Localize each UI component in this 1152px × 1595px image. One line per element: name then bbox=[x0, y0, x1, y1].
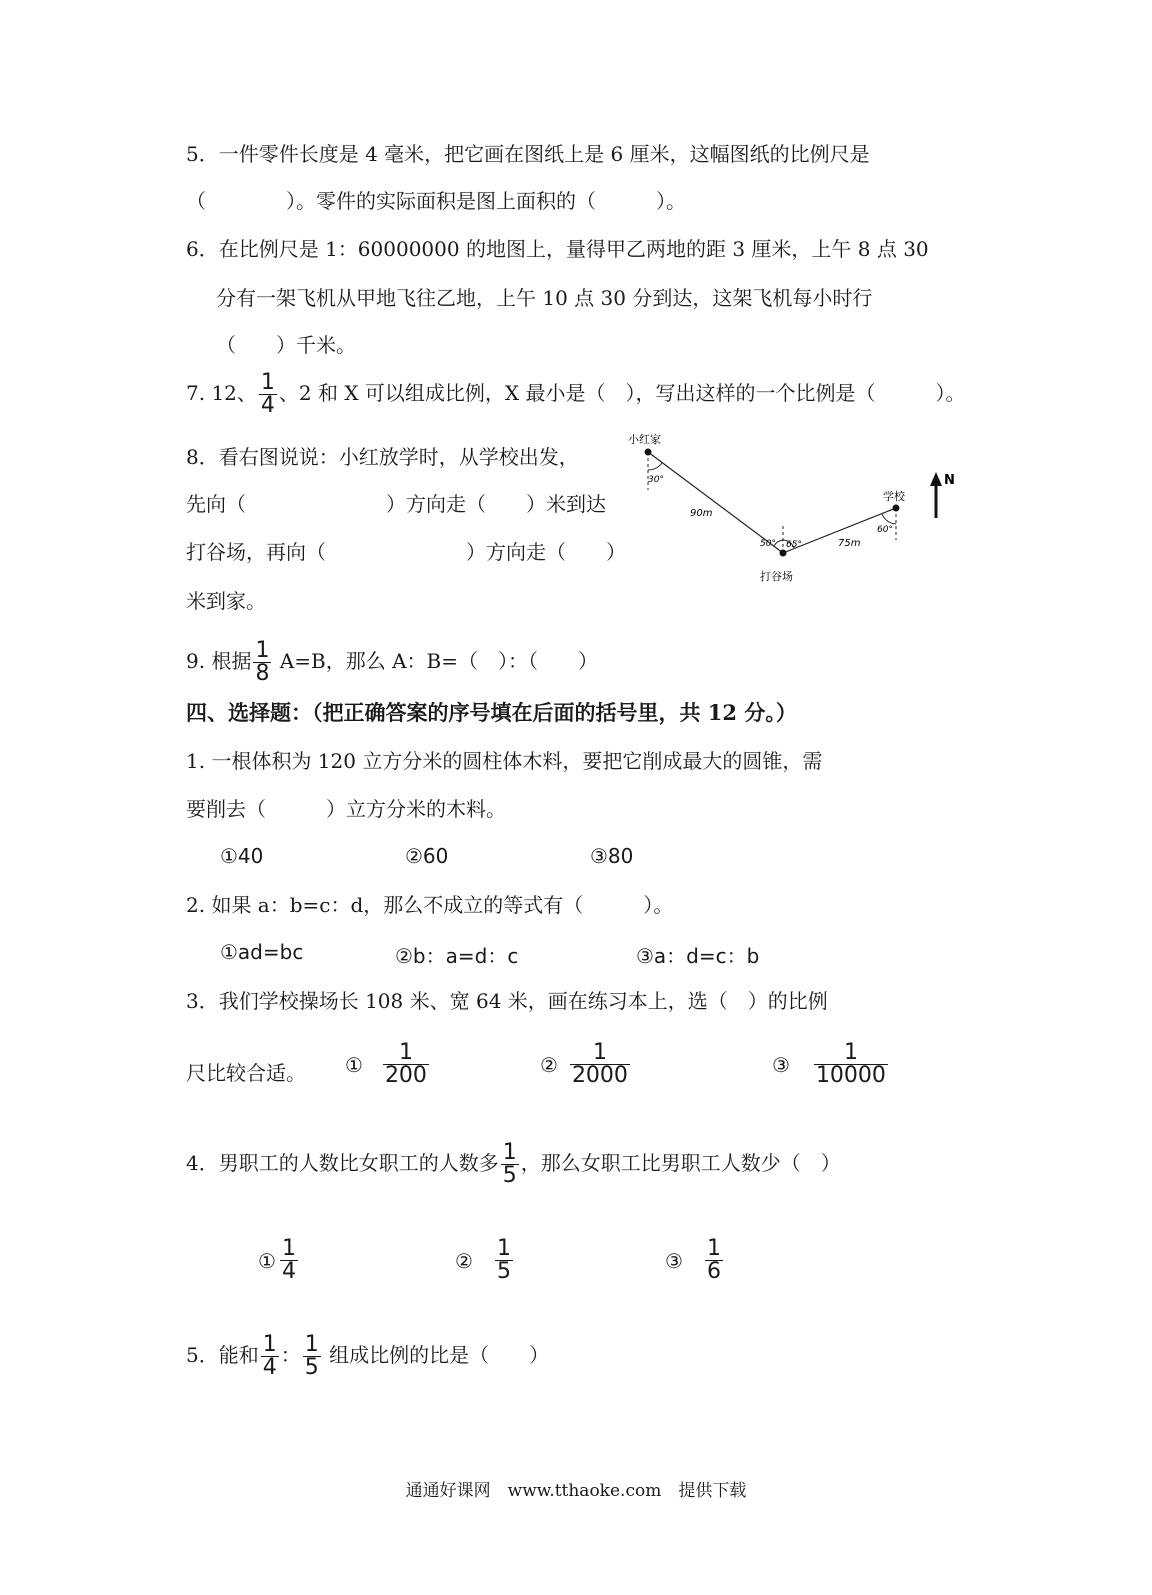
c4-fraction bbox=[501, 1142, 519, 1187]
q9 bbox=[186, 640, 598, 685]
q7-frac-num: 1 bbox=[260, 370, 275, 395]
q8-line3: 打谷场，再向（ ）方向走（ ） bbox=[186, 540, 626, 564]
c3-option-2 bbox=[540, 1042, 632, 1087]
c4-opt1-fraction bbox=[280, 1238, 298, 1283]
q7-frac-den: 4 bbox=[260, 393, 275, 418]
c1-line1: 1. 一根体积为 120 立方分米的圆柱体木料，要把它削成最大的圆锥，需 bbox=[186, 749, 823, 773]
c5-frac2-den: 5 bbox=[304, 1355, 319, 1380]
angle-field-left-label: 50° bbox=[760, 539, 776, 549]
c3-option-1 bbox=[345, 1042, 431, 1087]
c4-opt3-den: 6 bbox=[706, 1259, 721, 1284]
c1-option-1: ①40 bbox=[220, 844, 264, 868]
c3-opt1-num: 1 bbox=[398, 1040, 413, 1065]
north-label: N bbox=[944, 473, 955, 488]
c5-frac2-num: 1 bbox=[304, 1332, 319, 1357]
c4-opt1-den: 4 bbox=[281, 1259, 296, 1284]
c1-option-3: ③80 bbox=[590, 844, 634, 868]
school-point bbox=[893, 505, 900, 512]
q7-suffix: 、2 和 X 可以组成比例，X 最小是（ ），写出这样的一个比例是（ ）。 bbox=[278, 381, 966, 405]
c5-prefix: 5．能和 bbox=[186, 1343, 259, 1367]
c4-opt3-fraction bbox=[705, 1238, 723, 1283]
c5-fraction-2 bbox=[303, 1334, 321, 1379]
school-label: 学校 bbox=[883, 490, 905, 503]
c4-opt2-mark: ② bbox=[455, 1248, 473, 1273]
c3-option-3 bbox=[772, 1042, 890, 1087]
c3-opt3-num: 1 bbox=[843, 1040, 858, 1065]
q7-prefix: 7. 12、 bbox=[186, 381, 257, 405]
q5-line2: （ ）。零件的实际面积是图上面积的（ ）。 bbox=[186, 189, 686, 213]
c3-opt2-den: 2000 bbox=[571, 1063, 628, 1088]
c3-opt2-num: 1 bbox=[592, 1040, 607, 1065]
q9-fraction bbox=[253, 640, 271, 685]
angle-field-right-label: 65° bbox=[786, 540, 802, 550]
c4-option-3 bbox=[665, 1238, 725, 1283]
c3-opt3-fraction bbox=[814, 1042, 888, 1087]
c3-opt1-mark: ① bbox=[345, 1052, 363, 1077]
c4-option-1 bbox=[258, 1238, 300, 1283]
c5-colon: ： bbox=[280, 1343, 301, 1367]
c3-opt1-den: 200 bbox=[384, 1063, 427, 1088]
path-home-field bbox=[648, 452, 783, 553]
q9-frac-den: 8 bbox=[255, 661, 270, 686]
c3-line2: 尺比较合适。 bbox=[186, 1061, 306, 1085]
c5-suffix: 组成比例的比是（ ） bbox=[322, 1343, 550, 1367]
c4-opt2-num: 1 bbox=[496, 1236, 511, 1261]
c2-option-2: ②b：a=d：c bbox=[395, 944, 519, 968]
c4-frac-den: 5 bbox=[502, 1163, 517, 1188]
c4-opt1-mark: ① bbox=[258, 1248, 276, 1273]
q9-frac-num: 1 bbox=[255, 638, 270, 663]
c4-opt3-num: 1 bbox=[706, 1236, 721, 1261]
arc-home bbox=[648, 463, 662, 470]
north-arrow-icon bbox=[930, 472, 942, 486]
q6-line2: 分有一架飞机从甲地飞往乙地，上午 10 点 30 分到达，这架飞机每小时行 bbox=[216, 286, 873, 310]
q7 bbox=[186, 372, 966, 417]
page-footer: 通通好课网 www.tthaoke.com 提供下载 bbox=[405, 1481, 747, 1501]
c4-opt3-mark: ③ bbox=[665, 1248, 683, 1273]
q8-line2: 先向（ ）方向走（ ）米到达 bbox=[186, 492, 606, 516]
c3-opt1-fraction bbox=[383, 1042, 429, 1087]
c5 bbox=[186, 1334, 549, 1379]
q5-line1: 5．一件零件长度是 4 毫米，把它画在图纸上是 6 厘米，这幅图纸的比例尺是 bbox=[186, 142, 870, 166]
q9-suffix: A=B，那么 A：B=（ ）：（ ） bbox=[273, 649, 598, 673]
c4-suffix: ，那么女职工比男职工人数少（ ） bbox=[520, 1151, 841, 1175]
q9-prefix: 9. 根据 bbox=[186, 649, 252, 673]
q8-line4: 米到家。 bbox=[186, 589, 266, 613]
c3-opt2-fraction bbox=[570, 1042, 630, 1087]
c4-opt2-fraction bbox=[495, 1238, 513, 1283]
c2-line1: 2. 如果 a：b=c：d，那么不成立的等式有（ ）。 bbox=[186, 893, 674, 917]
field-label: 打谷场 bbox=[760, 570, 793, 583]
c2-option-3: ③a：d=c：b bbox=[636, 944, 760, 968]
dist-field-school-label: 75m bbox=[838, 538, 861, 549]
direction-diagram bbox=[628, 430, 968, 590]
c4-frac-num: 1 bbox=[502, 1140, 517, 1165]
angle-school-label: 60° bbox=[877, 525, 893, 535]
c1-option-2: ②60 bbox=[405, 844, 449, 868]
c4-prefix: 4．男职工的人数比女职工的人数多 bbox=[186, 1151, 499, 1175]
c3-opt2-mark: ② bbox=[540, 1052, 558, 1077]
dist-home-field-label: 90m bbox=[690, 508, 713, 519]
c3-opt3-mark: ③ bbox=[772, 1052, 790, 1077]
c4 bbox=[186, 1142, 841, 1187]
c2-option-1: ①ad=bc bbox=[220, 940, 304, 964]
q7-fraction bbox=[259, 372, 277, 417]
c3-line1: 3．我们学校操场长 108 米、宽 64 米，画在练习本上，选（ ）的比例 bbox=[186, 989, 828, 1013]
c5-fraction-1 bbox=[261, 1334, 279, 1379]
c5-frac1-num: 1 bbox=[262, 1332, 277, 1357]
section4-title: 四、选择题：（把正确答案的序号填在后面的括号里，共 12 分。） bbox=[186, 700, 797, 725]
c4-opt1-num: 1 bbox=[281, 1236, 296, 1261]
arc-school bbox=[882, 514, 896, 524]
c3-opt3-den: 10000 bbox=[815, 1063, 886, 1088]
c4-option-2 bbox=[455, 1238, 515, 1283]
c1-line2: 要削去（ ）立方分米的木料。 bbox=[186, 797, 506, 821]
c4-opt2-den: 5 bbox=[496, 1259, 511, 1284]
field-point bbox=[780, 550, 787, 557]
c5-frac1-den: 4 bbox=[262, 1355, 277, 1380]
home-label: 小红家 bbox=[628, 433, 661, 446]
q6-line3: （ ）千米。 bbox=[216, 333, 356, 357]
home-point bbox=[645, 449, 652, 456]
angle-home-label: 30° bbox=[648, 475, 664, 485]
q6-line1: 6．在比例尺是 1：60000000 的地图上，量得甲乙两地的距 3 厘米，上午 8 点 30 bbox=[186, 237, 929, 261]
q8-line1: 8．看右图说说：小红放学时，从学校出发， bbox=[186, 445, 579, 469]
